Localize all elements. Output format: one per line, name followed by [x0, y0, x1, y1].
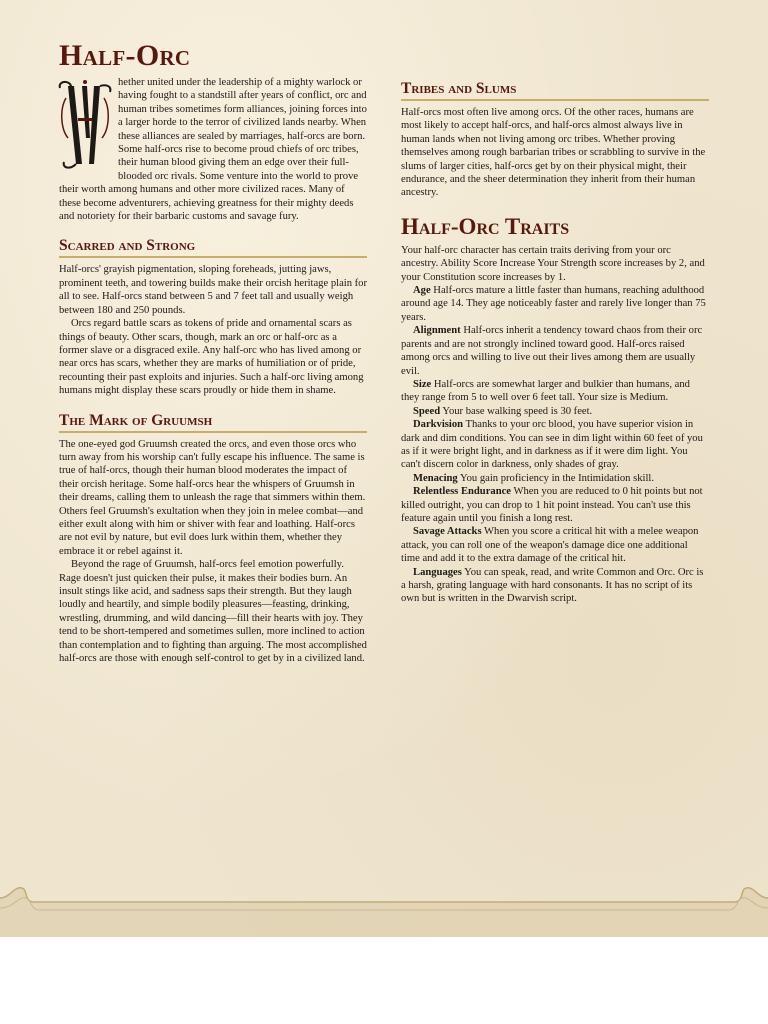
- heading-tribes-and-slums: Tribes and Slums: [401, 80, 709, 101]
- trait-item: [401, 418, 709, 472]
- trait-name: Age: [413, 285, 431, 297]
- heading-mark-of-gruumsh: The Mark of Gruumsh: [59, 412, 367, 433]
- gruumsh-paragraph-1: The one-eyed god Gruumsh created the orcs, and even those orcs who turn away from his worship can't fully escape his influence. The same is true of half-orcs, though their human blood moderates the impact of their orcish heritage. Some half-orcs hear the whispers of Gruumsh in their dreams, calling them to unleash the rage that simmers within them. Others feel Gruumsh's exultation when they join in melee combat—and either exult along with him or shiver with fear and loathing. Half-orcs are not evil by nature, but evil does lurk within them, whether they embrace it or rebel against it.: [59, 438, 366, 557]
- trait-item: [401, 405, 709, 418]
- trait-text: Half-orcs are somewhat larger and bulkier than humans, and they range from 5 to well over 6 feet tall. Your size is Medium.: [401, 378, 690, 404]
- trait-item: [401, 472, 709, 485]
- dropcap-letter-art: [56, 78, 114, 174]
- trait-text: Half-orcs inherit a tendency toward chaos from their orc parents and are not strongly inclined toward good. Half-orcs raised among orcs and willing to live out their lives among them are usually evil.: [401, 325, 703, 377]
- trait-name: Darkvision: [413, 419, 464, 431]
- footer-ornament-icon: [0, 868, 768, 937]
- traits-intro: Your half-orc character has certain traits deriving from your orc ancestry. Ability Score Increase Your Strength score increases by 2, and your Constitution score increases by 1.: [401, 244, 705, 283]
- trait-text: Half-orcs mature a little faster than humans, reaching adulthood around age 14. They age noticeably faster and rarely live longer than 75 years.: [401, 285, 706, 323]
- trait-item: [401, 525, 709, 565]
- intro-paragraph: hether united under the leadership of a mighty warlock or having fought to a standstill after years of conflict, orc and human tribes sometimes form alliances, joining forces into a larger horde to the terror of civilized lands nearby. When these alliances are sealed by marriages, half-orcs are born. Some half-orcs rise to become proud chiefs of orc tribes, their human blood giving them an edge over their full-blooded orc rivals. Some venture into the world to prove their worth among humans and other more civilized races. Many of these become adventurers, achieving greatness for their mighty deeds and notoriety for their barbaric customs and savage fury.: [59, 77, 367, 223]
- trait-item: [401, 378, 709, 405]
- trait-text: You can speak, read, and write Common and Orc. Orc is a harsh, grating language with hard consonants. It has no script of its own but is written in the Dwarvish script.: [401, 566, 704, 605]
- scarred-paragraph-2: Orcs regard battle scars as tokens of pride and ornamental scars as things of beauty. Other scars, though, mark an orc or half-orc as a former slave or a disgraced exile. Any half-orc who has lived among or near orcs has scars, whether they are marks of humiliation or of pride, recounting their past exploits and injuries. Such a half-orc living among humans might display these scars proudly or hide them in shame.: [59, 318, 364, 397]
- trait-item: [401, 324, 709, 378]
- trait-name: Speed: [413, 405, 441, 417]
- trait-name: Languages: [413, 566, 462, 578]
- tribes-paragraph: Half-orcs most often live among orcs. Of the other races, humans are most likely to accept half-orcs, and half-orcs almost always live in human lands when not living among orc tribes. Whether proving themselves among rough barbarian tribes or scrabbling to survive in the slums of larger cities, half-orcs get by on their physical might, their endurance, and the sheer determination they inherit from their human ancestry.: [401, 107, 706, 199]
- trait-text: When you are reduced to 0 hit points but not killed outright, you can drop to 1 hit point instead. You can't use this feature again until you finish a long rest.: [401, 486, 703, 524]
- trait-name: Alignment: [413, 325, 461, 337]
- scarred-paragraph-1: Half-orcs' grayish pigmentation, sloping foreheads, jutting jaws, prominent teeth, and towering builds make their orcish heritage plain for all to see. Half-orcs stand between 5 and 7 feet tall and usually weigh between 180 and 250 pounds.: [59, 264, 368, 316]
- intro-section: [59, 76, 367, 223]
- trait-item: [401, 284, 709, 324]
- right-column: [401, 80, 709, 606]
- trait-name: Relentless Endurance: [413, 486, 511, 498]
- dropcap-w-icon: [56, 78, 114, 174]
- trait-text: You gain proficiency in the Intimidation skill.: [457, 472, 654, 484]
- heading-scarred-and-strong: Scarred and Strong: [59, 237, 367, 258]
- trait-text: When you score a critical hit with a melee weapon attack, you can roll one of the weapon's damage dice one additional time and add it to the extra damage of the critical hit.: [401, 526, 699, 565]
- trait-name: Savage Attacks: [413, 526, 482, 538]
- trait-name: Size: [413, 378, 432, 390]
- trait-item: [401, 485, 709, 525]
- trait-text: Your base walking speed is 30 feet.: [440, 405, 593, 417]
- page-title: Half-Orc: [59, 39, 191, 72]
- trait-name: Menacing: [413, 472, 458, 484]
- left-column: [59, 40, 367, 665]
- trait-item: [401, 566, 709, 606]
- trait-list: [401, 284, 709, 606]
- gruumsh-paragraph-2: Beyond the rage of Gruumsh, half-orcs feel emotion powerfully. Rage doesn't just quicken their pulse, it makes their bodies burn. An insult stings like acid, and sadness saps their strength. But they laugh loudly and heartily, and simple bodily pleasures—feasting, drinking, wrestling, drumming, and wild dancing—fill their hearts with joy. They tend to be short-tempered and sometimes sullen, more inclined to action than contemplation and to fighting than arguing. The most accomplished half-orcs are those with enough self-control to get by in a civilized land.: [59, 559, 367, 665]
- heading-half-orc-traits: Half-Orc Traits: [401, 213, 570, 239]
- trait-text: Thanks to your orc blood, you have superior vision in dark and dim conditions. You can see in dim light within 60 feet of you as if it were bright light, and in darkness as if it were dim light. You can't discern color in darkness, only shades of gray.: [401, 419, 703, 471]
